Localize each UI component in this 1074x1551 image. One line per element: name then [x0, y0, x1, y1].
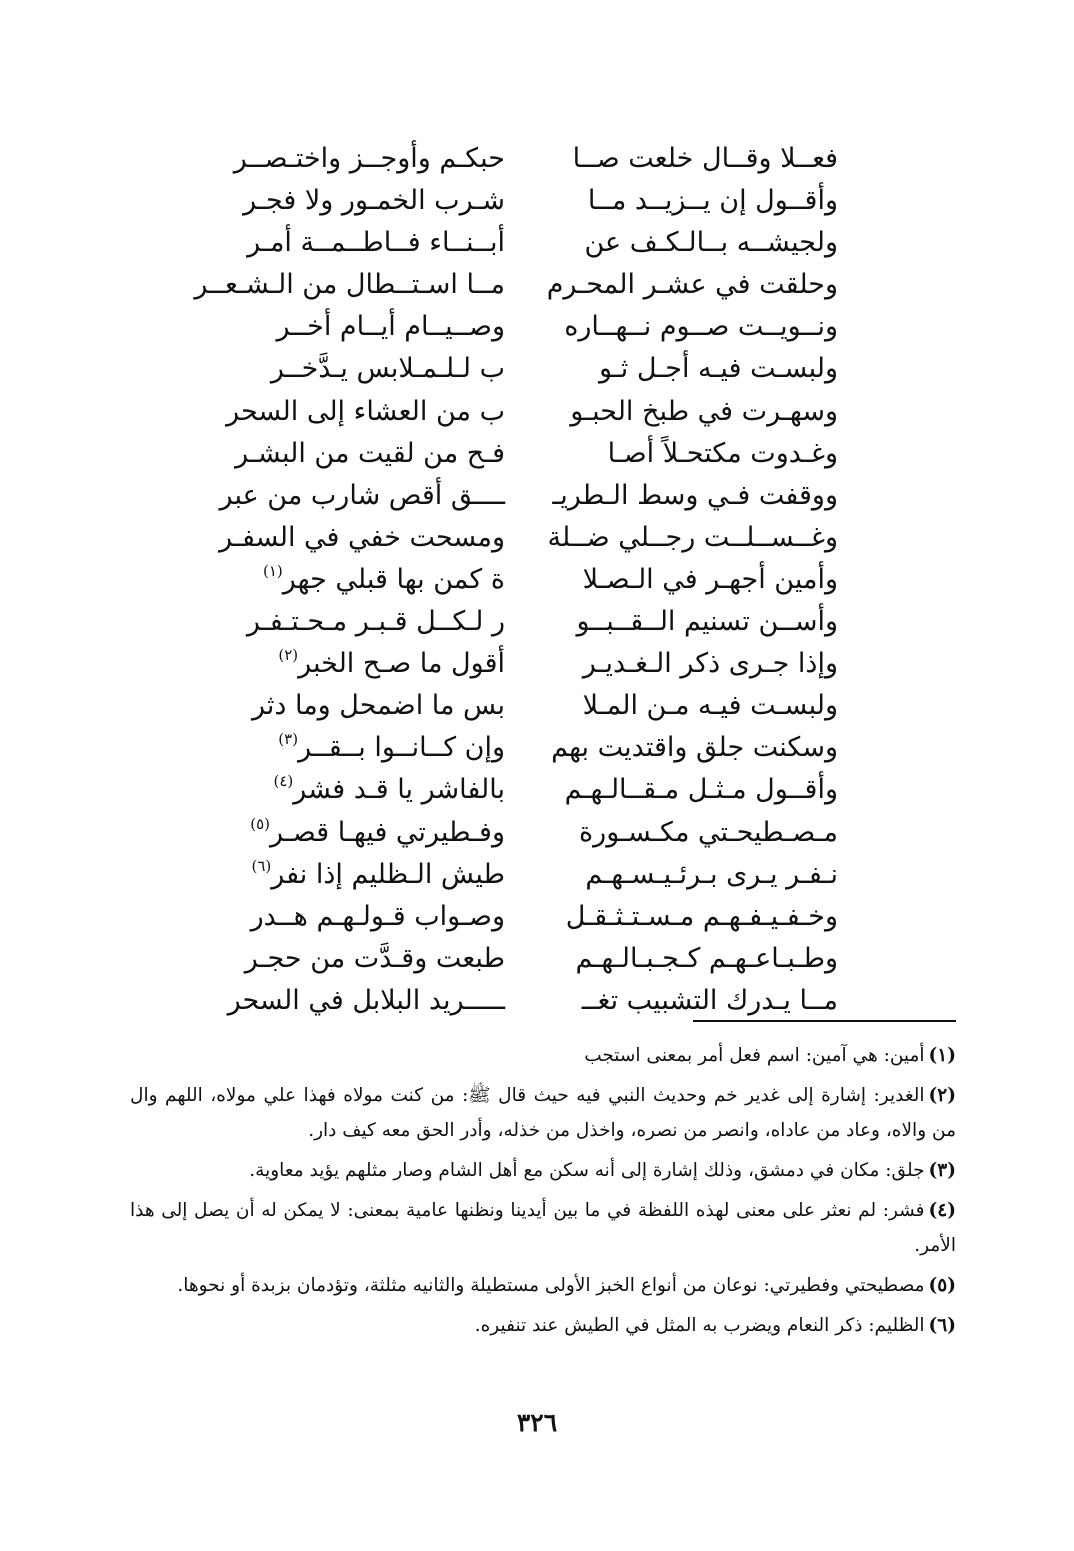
verse-first-hemistich: ولجيشــه بــالـكـف عن — [584, 227, 838, 259]
verse-second-hemistich — [235, 433, 505, 475]
verse-first-hemistich: وأســن تسنيم الــقــبــو — [576, 606, 838, 638]
verse — [200, 517, 860, 559]
verse — [200, 433, 860, 475]
verse — [200, 391, 860, 433]
verse-second-hemistich — [252, 685, 505, 727]
poem — [194, 138, 860, 1022]
verse — [200, 769, 860, 811]
verse-second-text: وإن كــانــوا بــقــر — [298, 732, 505, 764]
verse-first-hemistich: وأقــول مـثـل مـقــالـهـم — [564, 774, 838, 806]
verse-second-text: أبــنــاء فــاطــمــة أمـر — [247, 227, 505, 259]
verse — [200, 980, 860, 1022]
verse-first-hemistich: ولبسـت فيـه مـن المـلا — [582, 690, 838, 722]
verse-first-hemistich: مــا يـدرك التشبيب تغــ — [581, 984, 838, 1016]
verse-second-hemistich — [251, 854, 505, 896]
verse-second-hemistich — [245, 938, 505, 980]
verse-first-hemistich: فعــلا وقــال خلعت صــا — [572, 143, 838, 174]
verse-first-hemistich: وحلقت في عشـر المحـرم — [546, 269, 838, 301]
verse-second-text: حبكـم وأوجــز واختـصــر — [233, 143, 505, 174]
verse-second-hemistich — [251, 896, 505, 938]
verse — [200, 812, 860, 854]
verse-second-text: طبعت وقـدَّت من حجـر — [244, 942, 505, 974]
verse-second-text: ب لـلـمـلابس يـدَّخــر — [270, 353, 505, 385]
footnotes — [130, 1038, 956, 1348]
verse-first-hemistich: وخـفـيـفـهـم مـسـتـثـقـل — [565, 900, 838, 932]
footnote-divider — [693, 1020, 956, 1022]
verse-second-hemistich — [194, 264, 505, 306]
footnote-text: أمين: هي آمين: اسم فعل أمر بمعنى استجب — [584, 1045, 925, 1066]
verse-first-hemistich: ووقفت فـي وسط الـطريـ — [552, 479, 838, 511]
verse-second-text: بس ما اضمحل وما دثر — [251, 690, 505, 722]
verse-first-hemistich: ونــويــت صــوم نــهــاره — [564, 311, 838, 343]
verse-second-text: وصـواب قـولـهـم هــدر — [250, 900, 505, 932]
verse — [194, 264, 860, 306]
verse — [200, 643, 860, 685]
footnote-marker: (٦) — [251, 856, 272, 875]
verse-second-hemistich — [247, 601, 505, 643]
verse-second-hemistich — [228, 980, 505, 1022]
page-number: ٣٢٦ — [516, 1408, 558, 1437]
verse-first-hemistich: وأمين أجهـر في الـصـلا — [582, 563, 838, 595]
verse — [200, 685, 860, 727]
footnote-number: (٦) — [928, 1315, 956, 1336]
verse — [200, 601, 860, 643]
verse-second-hemistich — [278, 643, 505, 685]
verse-first-hemistich: مـصـطيحـتي مكـسـورة — [579, 816, 838, 848]
verse-second-hemistich — [263, 559, 505, 601]
verse-second-hemistich — [234, 138, 505, 180]
footnote — [130, 1268, 956, 1303]
verse-second-text: فـح من لقيت من البشـر — [235, 437, 505, 469]
verse-second-hemistich — [247, 222, 505, 264]
verse-second-text: ر لـكــل قـبـر مـحـتـفـر — [246, 606, 505, 638]
verse — [200, 854, 860, 896]
verse — [200, 559, 860, 601]
verse-second-hemistich — [219, 517, 505, 559]
footnote-number: (٢) — [928, 1085, 956, 1106]
verse-first-hemistich: وغــســلــت رجــلي ضــلة — [547, 521, 838, 553]
verse — [200, 727, 860, 769]
verse-first-hemistich: وسكنت جلق واقتديت بهم — [551, 732, 838, 764]
footnote — [130, 1308, 956, 1343]
verse-first-hemistich: وطـبـاعـهـم كـجـبـالـهـم — [575, 942, 838, 974]
footnote-number: (١) — [928, 1045, 956, 1066]
verse — [200, 475, 860, 517]
verse-second-text: أقول ما صـح الخبر — [298, 648, 505, 680]
verse-second-hemistich — [226, 391, 505, 433]
verse-second-text: شـرب الخمـور ولا فجـر — [243, 185, 505, 217]
footnote-text: فشر: لم نعثر على معنى لهذه اللفظة في ما بين أيدينا ونظنها عامية بمعنى: لا يمكن له أن يصل إلى هذا الأمر. — [130, 1200, 956, 1256]
verse-second-text: طيش الـظليم إذا نفر — [271, 858, 505, 890]
verse — [200, 896, 860, 938]
footnote-text: مصطيحتي وفطيرتي: نوعان من أنواع الخبز الأولى مستطيلة والثانيه مثلثة، وتؤدمان بزبدة أو نحوها. — [177, 1275, 925, 1296]
footnote-number: (٤) — [928, 1200, 956, 1221]
footnote-marker: (١) — [263, 561, 283, 580]
verse-first-hemistich: نـفـر يـرى بـرئـيـسـهـم — [585, 858, 838, 890]
verse-second-text: ة كمن بها قبلي جهر — [282, 563, 505, 595]
footnote — [130, 1078, 956, 1148]
footnote-marker: (٤) — [273, 772, 294, 791]
verse-second-text: ـــــريد البلابل في السحر — [227, 984, 505, 1016]
verse — [200, 138, 860, 180]
footnote-number: (٥) — [928, 1275, 956, 1296]
footnote-marker: (٥) — [250, 814, 270, 833]
verse-first-hemistich: ولبسـت فيـه أجـل ثـو — [598, 353, 838, 385]
footnote-marker: (٢) — [278, 646, 299, 665]
footnote-text: جلق: مكان في دمشق، وذلك إشارة إلى أنه سكن مع أهل الشام وصار مثلهم يؤيد معاوية. — [249, 1160, 925, 1181]
verse-second-text: ــــق أقص شارب من عبر — [219, 479, 505, 511]
verse-second-hemistich — [271, 348, 505, 390]
verse-second-hemistich — [243, 180, 505, 222]
verse-first-hemistich: وسهـرت في طبخ الحبـو — [570, 395, 838, 427]
verse-second-text: وفـطيرتي فيهـا قصـر — [270, 816, 505, 848]
verse — [200, 306, 860, 348]
verse-first-hemistich: وغـدوت مكتحـلاً أصـا — [607, 437, 838, 469]
footnote — [130, 1038, 956, 1073]
verse-second-text: بالفاشر يا قـد فشر — [293, 774, 505, 806]
verse-second-text: مــا اسـتــطال من الـشـعــر — [194, 269, 505, 301]
footnote-text: الظليم: ذكر النعام ويضرب به المثل في الطيش عند تنفيره. — [474, 1315, 925, 1336]
verse-second-hemistich — [220, 475, 505, 517]
footnote — [130, 1193, 956, 1263]
footnote-text: الغدير: إشارة إلى غدير خم وحديث النبي فيه حيث قال ﷺ: من كنت مولاه فهذا علي مولاه، اللهم وال من والاه، وعاد من عاداه، وانصر من نصره، واخذل من خذله، وأدر الحق معه كيف دار. — [130, 1085, 956, 1141]
verse-second-text: وصــيــام أيــام أخــر — [276, 311, 505, 343]
verse — [200, 348, 860, 390]
verse-second-text: ب من العشاء إلى السحر — [226, 395, 505, 427]
verse-second-hemistich — [278, 727, 505, 769]
verse — [200, 180, 860, 222]
verse-first-hemistich: وأقــول إن يــزيــد مــا — [587, 185, 838, 217]
footnote-number: (٣) — [928, 1160, 956, 1181]
footnote — [130, 1153, 956, 1188]
verse-second-hemistich — [273, 769, 505, 811]
verse — [200, 938, 860, 980]
footnote-marker: (٣) — [278, 730, 299, 749]
verse-second-hemistich — [276, 306, 505, 348]
verse-first-hemistich: وإذا جـرى ذكر الـغـديـر — [582, 648, 838, 680]
verse — [200, 222, 860, 264]
verse-second-text: ومسحت خفي في السفـر — [219, 521, 505, 553]
verse-second-hemistich — [250, 812, 505, 854]
